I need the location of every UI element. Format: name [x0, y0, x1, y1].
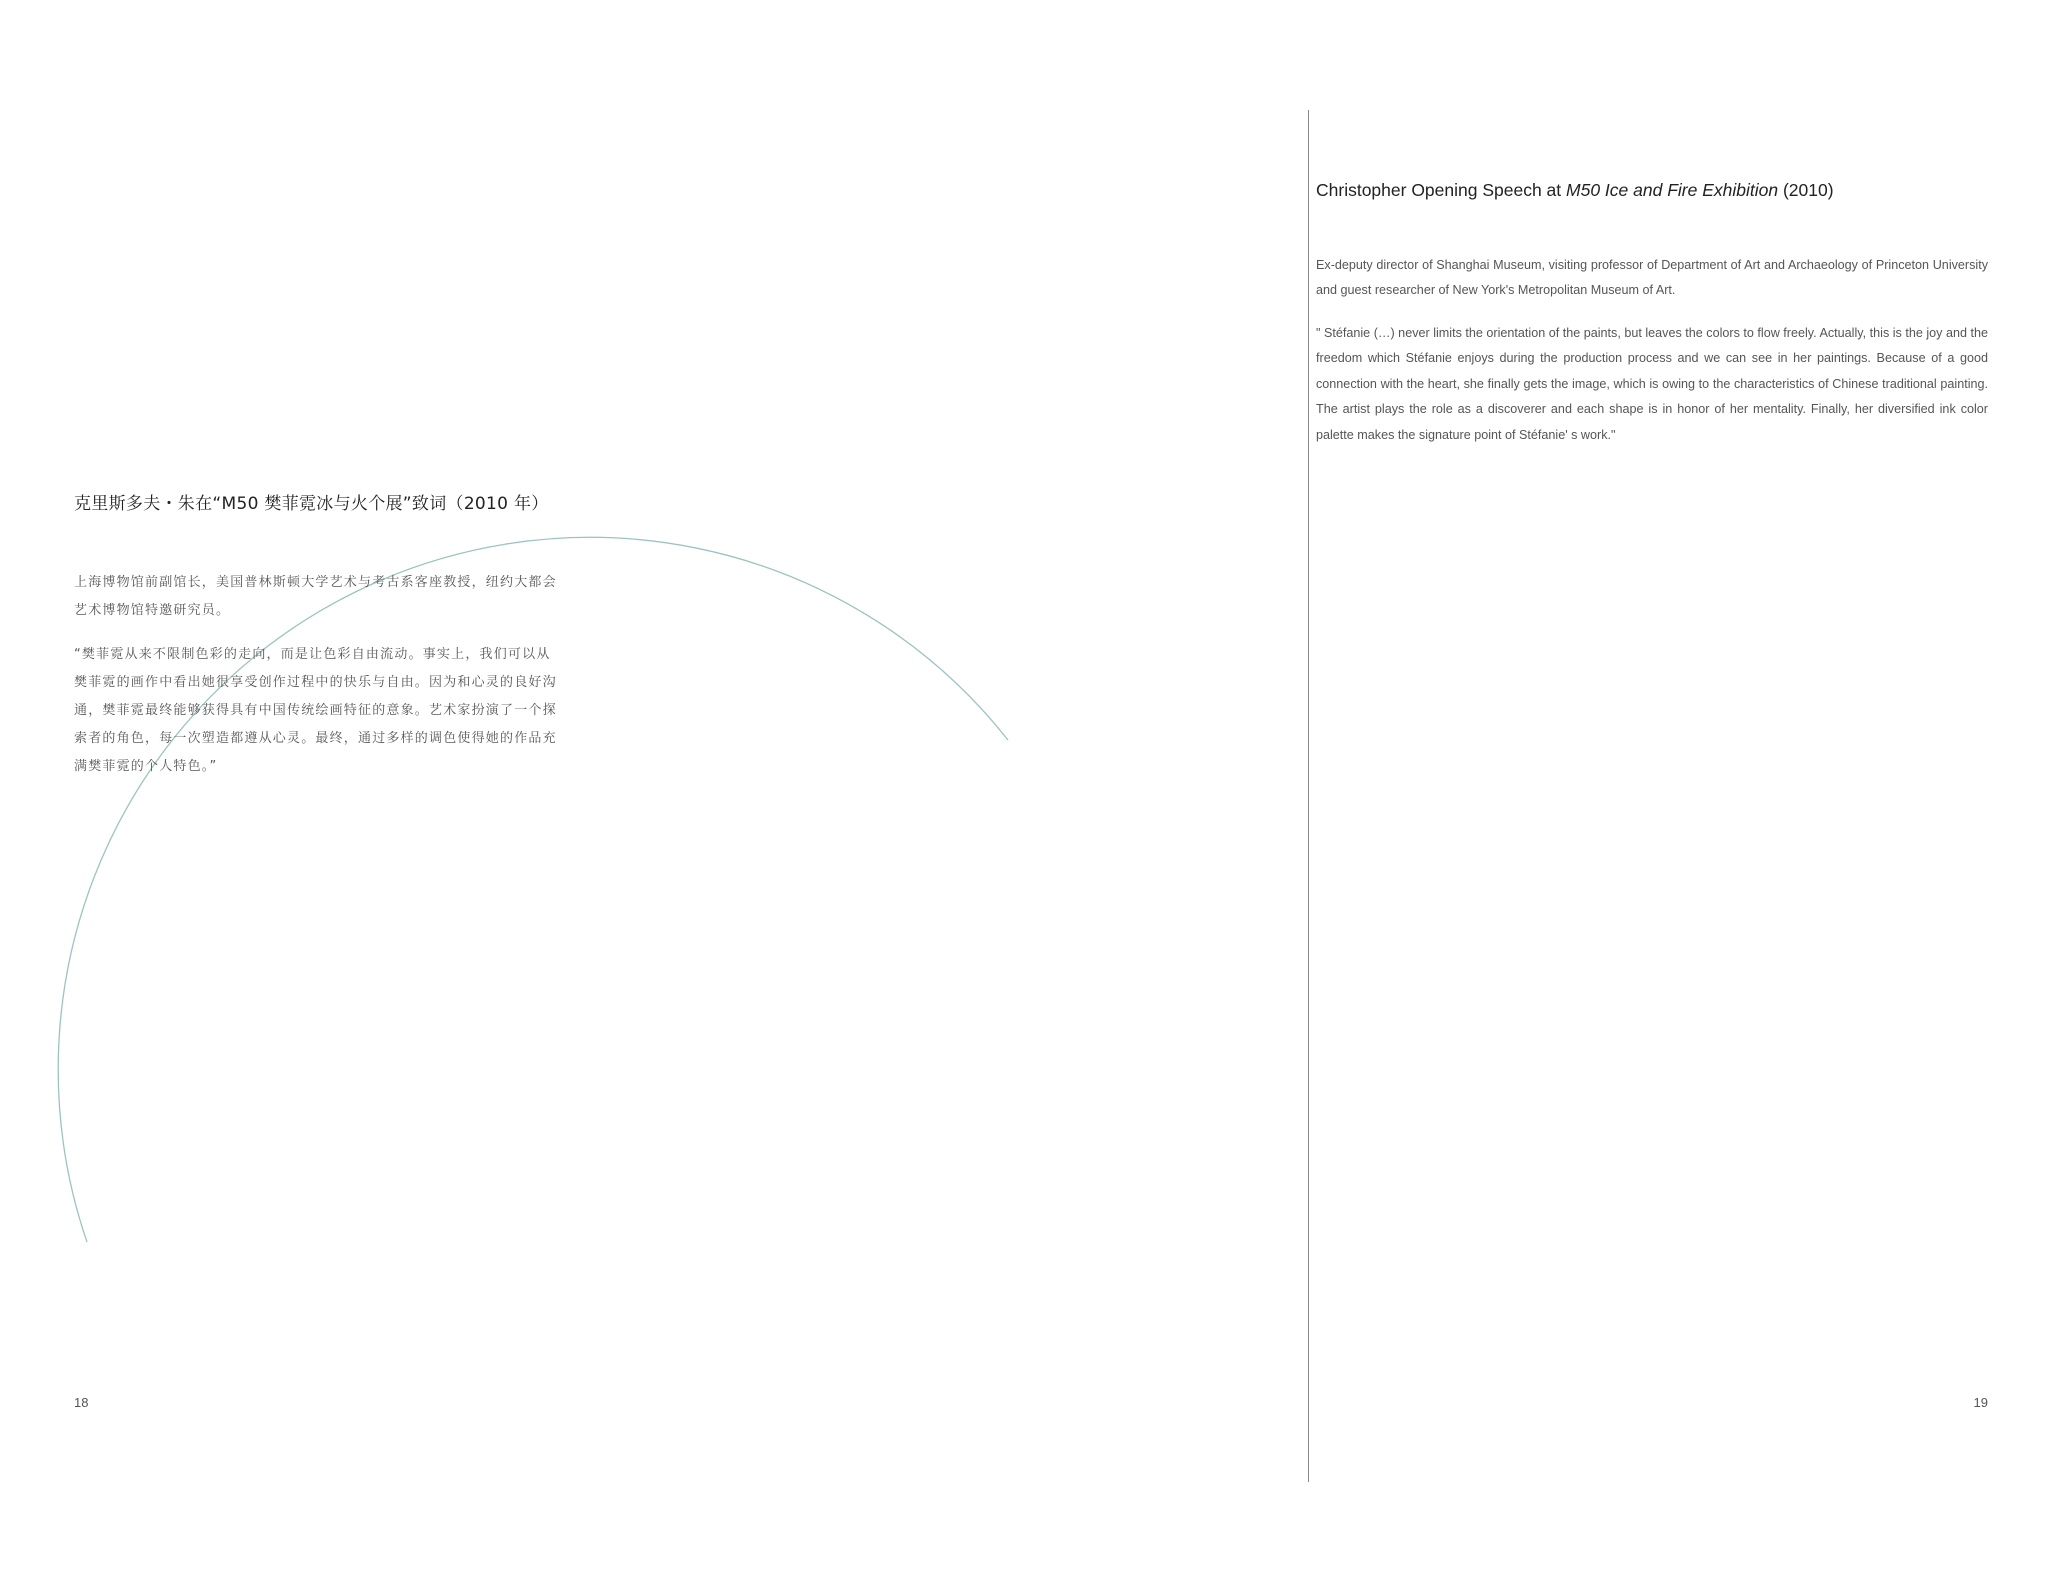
title-exhibition-name: M50 Ice and Fire Exhibition: [1566, 180, 1779, 200]
quote-line: 索者的角色，每一次塑造都遵从心灵。最终，通过多样的调色使得她的作品充: [74, 731, 557, 746]
bio-paragraph-english: Ex-deputy director of Shanghai Museum, visiting professor of Department of Art and Archaeology of Princeton University and guest researcher of New York's Metropolitan Museum of Art.: [1316, 258, 1988, 298]
bio-paragraph-chinese: [74, 569, 562, 625]
quote-line: 满樊菲霓的个人特色。”: [74, 759, 218, 774]
quote-paragraph-english: " Stéfanie (…) never limits the orientation of the paints, but leaves the colors to flow freely. Actually, this is the joy and the freedom which Stéfanie enjoys during the production process and we can see in her paintings. Because of a good connection with the heart, she finally gets the image, which is owing to the characteristics of Chinese traditional painting. The artist plays the role as a discoverer and each shape is in honor of her mentality. Finally, her diversified ink color palette makes the signature point of Stéfanie' s work.": [1316, 326, 1988, 442]
bio-line: 艺术博物馆特邀研究员。: [74, 603, 231, 618]
title-suffix: (2010): [1778, 180, 1834, 200]
bio-line: 上海博物馆前副馆长，美国普林斯顿大学艺术与考古系客座教授，纽约大都会: [74, 575, 557, 590]
page-title-english: [1316, 180, 1834, 201]
quote-paragraph-chinese: [74, 641, 562, 781]
page-number-left: 18: [74, 1395, 89, 1410]
quote-line: 通，樊菲霓最终能够获得具有中国传统绘画特征的意象。艺术家扮演了一个探: [74, 703, 557, 718]
quote-line: “樊菲霓从来不限制色彩的走向，而是让色彩自由流动。事实上，我们可以从: [74, 647, 551, 662]
title-prefix: Christopher Opening Speech at: [1316, 180, 1567, 200]
page-title-chinese: 克里斯多夫・朱在“M50 樊菲霓冰与火个展”致词（2010 年）: [74, 494, 549, 514]
page-number-right: 19: [1973, 1395, 1988, 1410]
quote-line: 樊菲霓的画作中看出她很享受创作过程中的快乐与自由。因为和心灵的良好沟: [74, 675, 557, 690]
spine-divider: [1308, 110, 1309, 1482]
